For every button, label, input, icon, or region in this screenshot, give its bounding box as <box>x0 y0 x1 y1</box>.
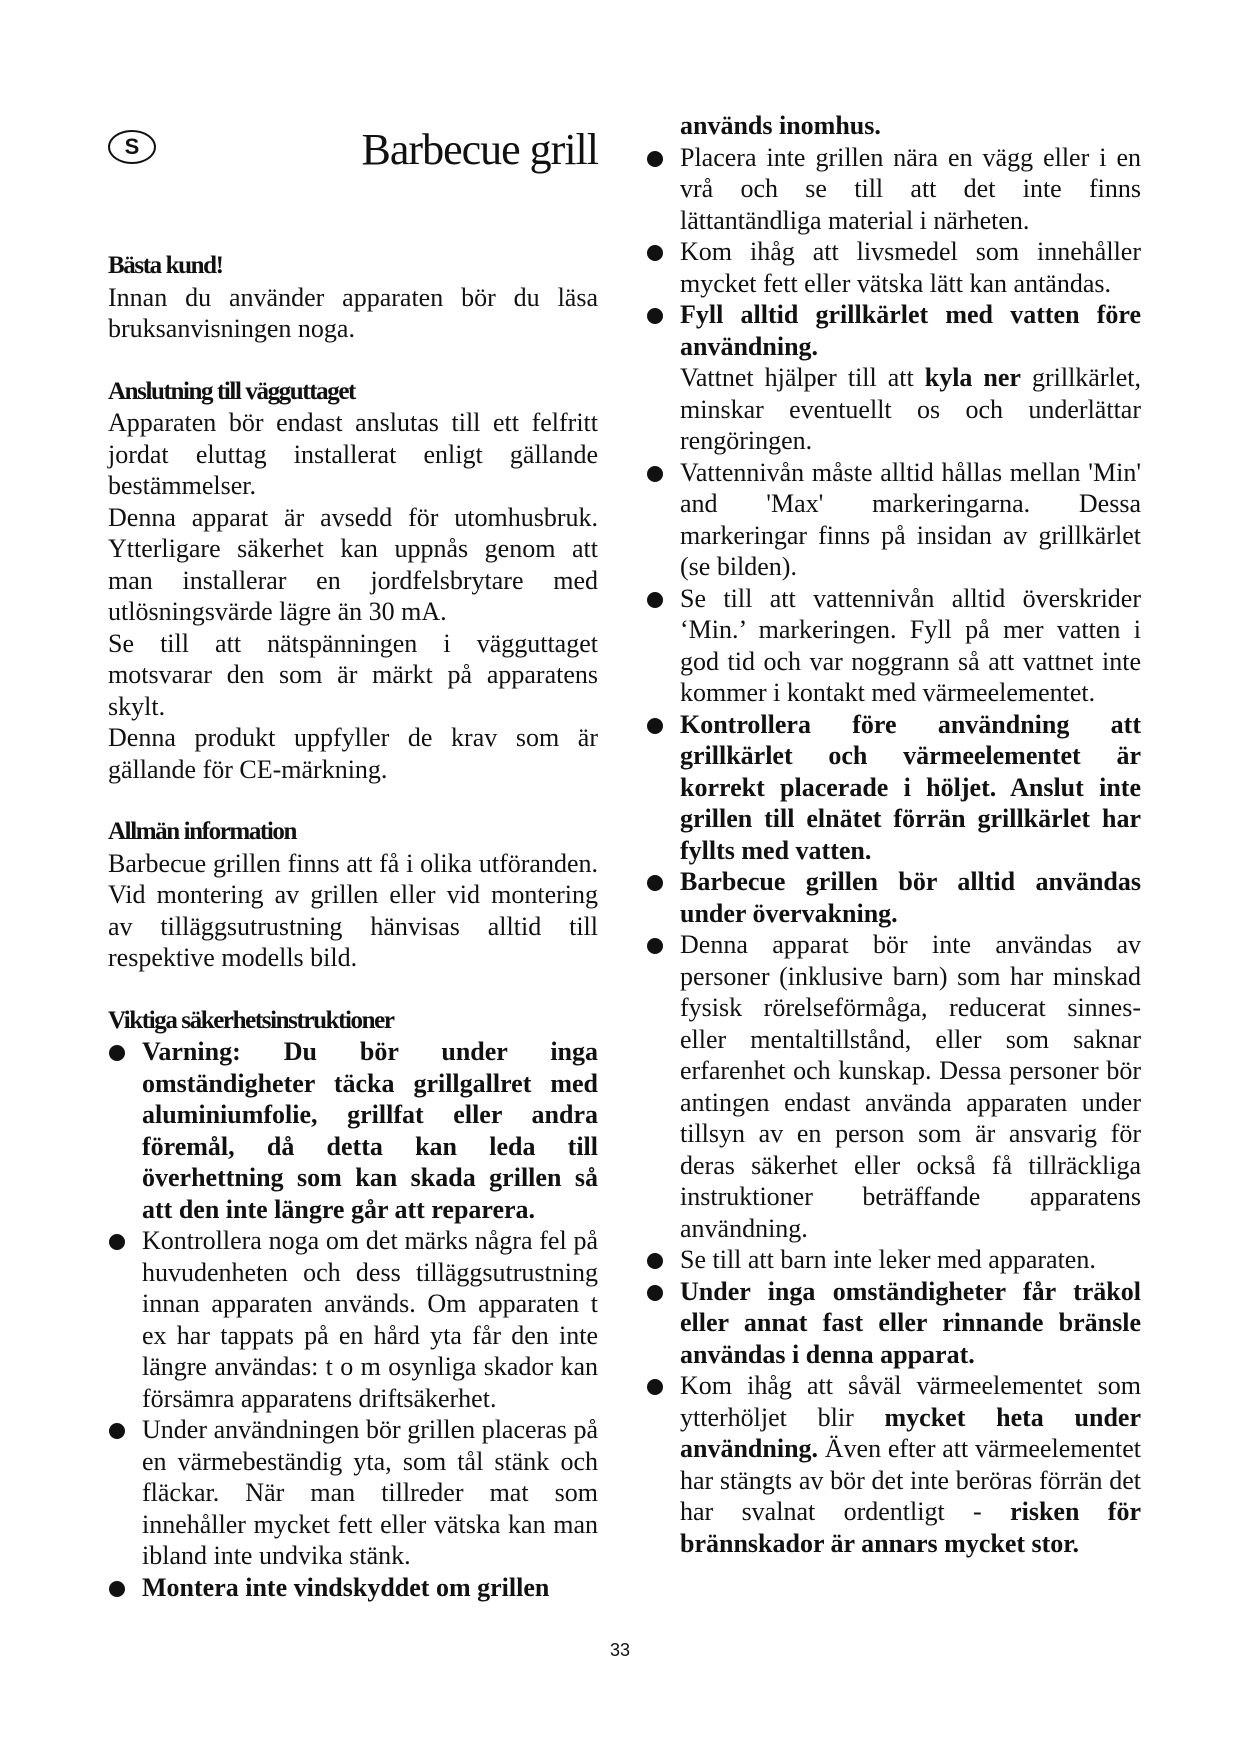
hot-mid: Även efter att värmeelementet har stängts av bör det inte beröras förrän det har svalnat ordentligt - <box>680 1434 1141 1526</box>
safety-item-fat: Kom ihåg att livsmedel som innehåller mycket fett eller vätska lätt kan antändas. <box>646 236 1141 299</box>
safety-item-check-placement: Kontrollera före användning att grillkärlet och värmeelementet är korrekt placerade i höljet. Anslut inte grillen till elnätet förrän grillkärlet har fyllts med vatten. <box>646 709 1141 867</box>
language-badge: S <box>108 130 156 164</box>
safety-list-continued <box>646 110 1141 1559</box>
page-title: Barbecue grill <box>361 125 598 174</box>
safety-item-placement: Placera inte grillen nära en vägg eller i en vrå och se till att det inte finns lättantändliga material i närheten. <box>646 142 1141 237</box>
safety-item-inspect: Kontrollera noga om det märks några fel på huvudenheten och dess tilläggsutrustning innan apparaten används. Om apparaten t ex har tappats på en hård yta får den inte längre användas: t o m osynliga skador kan försämra apparatens driftsäkerhet. <box>108 1225 598 1414</box>
windshield-continuation: används inomhus. <box>680 111 881 140</box>
safety-item-water-level: Vattennivån måste alltid hållas mellan 'Min' and 'Max' markeringarna. Dessa markeringar finns på insidan av grillkärlet (se bilden). <box>646 457 1141 583</box>
hot-bold-1: mycket heta under användning. <box>680 1402 1141 1463</box>
left-column <box>108 0 598 1603</box>
safety-item-hot <box>646 1370 1141 1559</box>
safety-item-children: Se till att barn inte leker med apparaten. <box>646 1244 1141 1276</box>
greeting-heading: Bästa kund! <box>108 252 223 279</box>
general-info-heading: Allmän information <box>108 818 296 845</box>
connection-paragraph-2: Denna apparat är avsedd för utomhusbruk. Ytterligare säkerhet kan uppnås genom att man installerar en jordfelsbrytare med utlösningsvärde lägre än 30 mA. <box>108 502 598 626</box>
safety-heading: Viktiga säkerhetsinstruktioner <box>108 1006 394 1034</box>
safety-item-persons: Denna apparat bör inte användas av personer (inklusive barn) som har minskad fysisk rörelseförmåga, reducerat sinnes- eller mentaltillstånd, eller som saknar erfarenhet och kunskap. Dessa personer bör antingen endast använda apparaten under tillsyn av en person som är ansvarig för deras säkerhet eller också få tillräckliga instruktioner beträffande apparatens användning. <box>646 929 1141 1244</box>
safety-item-windshield: Montera inte vindskyddet om grillen <box>108 1572 598 1604</box>
safety-item-fill-water: Fyll alltid grillkärlet med vatten före användning. <box>646 299 1141 362</box>
hot-bold-2: risken för brännskador är annars mycket stor. <box>680 1497 1141 1558</box>
page-number: 33 <box>609 1640 631 1660</box>
safety-list <box>108 1036 598 1603</box>
connection-paragraph-4: Denna produkt uppfyller de krav som är gällande för CE-märkning. <box>108 723 598 784</box>
general-info-text: Barbecue grillen finns att få i olika utföranden. Vid montering av grillen eller vid montering av tilläggsutrustning hänvisas alltid till respektive modells bild. <box>108 848 598 972</box>
connection-paragraph-1: Apparaten bör endast anslutas till ett felfritt jordat eluttag installerat enligt gällande bestämmelser. <box>108 408 598 500</box>
safety-item-no-fuel: Under inga omständigheter får träkol eller annat fast eller rinnande bränsle användas i denna apparat. <box>646 1276 1141 1371</box>
connection-paragraph-3: Se till att nätspänningen i vägguttaget motsvarar den som är märkt på apparatens skylt. <box>108 628 598 721</box>
safety-item-min-mark: Se till att vattennivån alltid överskrider ‘Min.’ markeringen. Fyll på mer vatten i god tid och var noggrann så att vattnet inte kommer i kontakt med värmeelementet. <box>646 583 1141 709</box>
connection-heading: Anslutning till vägguttaget <box>108 377 355 405</box>
water-note-bold: kyla ner <box>924 363 1021 392</box>
water-note-pre: Vattnet hjälper till att <box>680 363 925 392</box>
water-note-post: grillkärlet, minskar eventuellt os och underlättar rengöringen. <box>680 363 1141 455</box>
right-column <box>646 0 1141 1559</box>
hot-pre: Kom ihåg att såväl värmeelementet som ytterhöljet blir <box>680 1371 1141 1432</box>
greeting-text: Innan du använder apparaten bör du läsa bruksanvisningen noga. <box>108 282 598 343</box>
safety-item-supervision: Barbecue grillen bör alltid användas under övervakning. <box>646 866 1141 929</box>
safety-item-warning: Varning: Du bör under inga omständigheter täcka grillgallret med aluminiumfolie, grillfat eller andra föremål, då detta kan leda till överhettning som kan skada grillen så att den inte längre går att reparera. <box>108 1036 598 1225</box>
water-note <box>646 362 1141 457</box>
safety-item-surface: Under användningen bör grillen placeras på en värmebeständig yta, som tål stänk och fläckar. När man tillreder mat som innehåller mycket fett eller vätska kan man ibland inte undvika stänk. <box>108 1414 598 1572</box>
